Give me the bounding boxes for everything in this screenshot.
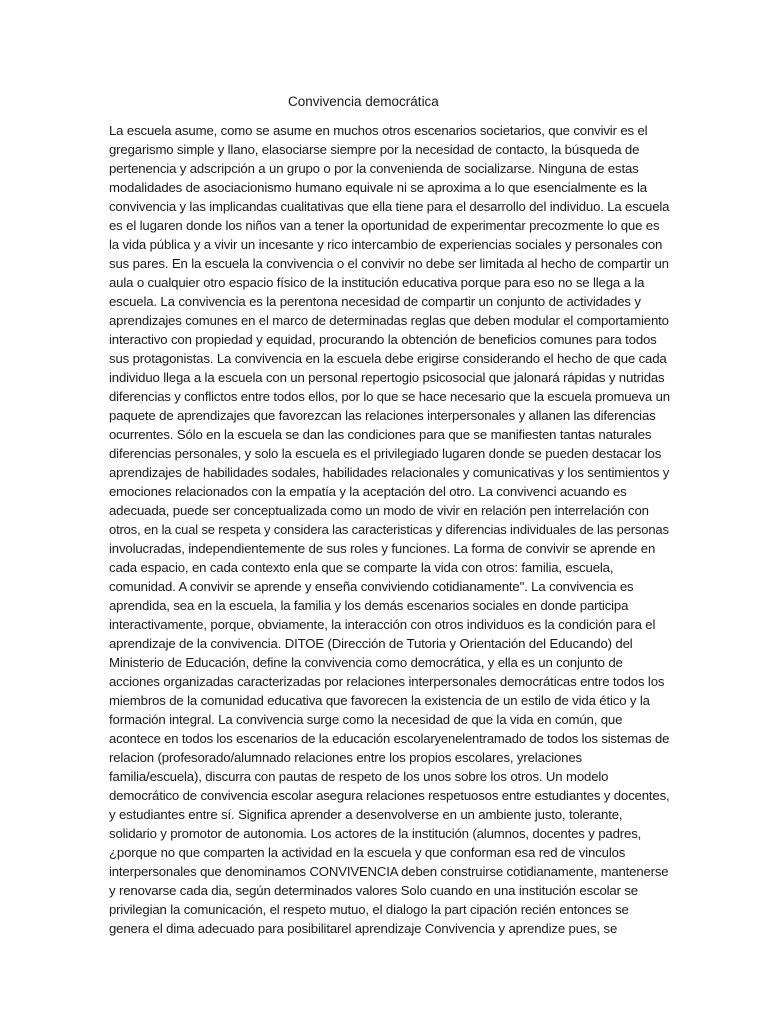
text-line: pertenencia y adscripción a un grupo o por la convenienda de socializarse. Ninguna de estas xyxy=(109,161,639,176)
text-line: familia/escuela), discurra con pautas de respeto de los unos sobre los otros. Un modelo xyxy=(109,769,609,784)
text-line: aprendizajes comunes en el marco de determinadas reglas que deben modular el comportamiento xyxy=(109,313,669,328)
text-line: La escuela asume, como se asume en muchos otros escenarios societarios, que convivir es el xyxy=(109,123,648,138)
text-line: miembros de la comunidad educativa que favorecen la existencia de un estilo de vida ético y la xyxy=(109,693,650,708)
text-line: ocurrentes. Sólo en la escuela se dan las condiciones para que se manifiesten tantas naturales xyxy=(109,427,652,442)
text-line: acciones organizadas caracterizadas por relaciones interpersonales democráticas entre todos los xyxy=(109,674,665,689)
text-line: es el lugaren donde los niños van a tener la oportunidad de experimentar precozmente lo que es xyxy=(109,218,660,233)
text-line: genera el dima adecuado para posibilitarel aprendizaje Convivencia y aprendize pues, se xyxy=(109,921,618,936)
text-line: individuo llega a la escuela con un personal repertogio psicosocial que jalonará rápidas y nutridas xyxy=(109,370,665,385)
text-line: paquete de aprendizajes que favorezcan las relaciones interpersonales y allanen las diferencias xyxy=(109,408,656,423)
text-line: democrático de convivencia escolar asegura relaciones respetuosos entre estudiantes y docentes, xyxy=(109,788,670,803)
text-line: solidario y promotor de autonomia. Los actores de la institución (alumnos, docentes y padres, xyxy=(109,826,642,841)
text-line: otros, en la cual se respeta y considera las caracteristicas y diferencias individuales de las personas xyxy=(109,522,669,537)
text-line: comunidad. A convivir se aprende y enseña conviviendo cotidianamente". La convivencia es xyxy=(109,579,634,594)
text-line: acontece en todos los escenarios de la educación escolaryenelentramado de todos los sistemas de xyxy=(109,731,670,746)
text-line: emociones relacionados con la empatía y la aceptación del otro. La convivenci acuando es xyxy=(109,484,627,499)
text-line: Ministerio de Educación, define la convivencia como democrática, y ella es un conjunto de xyxy=(109,655,623,670)
text-line: cada espacio, en cada contexto enla que se comparte la vida con otros: familia, escuela, xyxy=(109,560,614,575)
text-line: interactivamente, porque, obviamente, la interacción con otros individuos es la condición para el xyxy=(109,617,656,632)
text-line: gregarismo simple y llano, elasociarse siempre por la necesidad de contacto, la búsqueda de xyxy=(109,142,640,157)
text-line: aprendida, sea en la escuela, la familia y los demás escenarios sociales en donde participa xyxy=(109,598,629,613)
text-line: adecuada, puede ser conceptualizada como un modo de vivir en relación pen interrelación con xyxy=(109,503,649,518)
text-line: relacion (profesorado/alumnado relaciones entre los propios escolares, yrelaciones xyxy=(109,750,582,765)
document-title: Convivencia democrática xyxy=(288,94,439,109)
text-line: privilegian la comunicación, el respeto mutuo, el dialogo la part cipación recién entonces se xyxy=(109,902,629,917)
text-line: interactivo con propiedad y equidad, procurando la obtención de beneficios comunes para todos xyxy=(109,332,657,347)
document-body xyxy=(109,121,669,938)
text-line: ¿porque no que comparten la actividad en la escuela y que conforman esa red de vinculos xyxy=(109,845,626,860)
text-line: interpersonales que denominamos CONVIVENCIA deben construirse cotidianamente, mantenerse xyxy=(109,864,669,879)
text-line: diferencias y conflictos entre todos ellos, por lo que se hace necesario que la escuela promueva un xyxy=(109,389,670,404)
text-line: escuela. La convivencia es la perentona necesidad de compartir un conjunto de actividades y xyxy=(109,294,641,309)
text-line: involucradas, independientemente de sus roles y funciones. La forma de convivir se aprende en xyxy=(109,541,656,556)
text-line: y estudiantes entre sí. Significa aprender a desenvolverse en un ambiente justo, tolerante, xyxy=(109,807,623,822)
text-line: y renovarse cada dia, según determinados valores Solo cuando en una institución escolar se xyxy=(109,883,638,898)
text-line: aprendizajes de habilidades sodales, habilidades relacionales y comunicativas y los sentimientos y xyxy=(109,465,670,480)
text-line: modalidades de asociacionismo humano equivale ni se aproxima a lo que esencialmente es la xyxy=(109,180,647,195)
text-line: aula o cualquier otro espacio físico de la institución educativa porque para eso no se llega a la xyxy=(109,275,645,290)
text-line: diferencias personales, y solo la escuela es el privilegiado lugaren donde se pueden destacar los xyxy=(109,446,662,461)
text-line: convivencia y las implicandas cualitativas que ella tiene para el desarrollo del individuo. La escuela xyxy=(109,199,670,214)
text-line: la vida pública y a vivir un incesante y rico intercambio de experiencias sociales y personales con xyxy=(109,237,663,252)
text-line: aprendizaje de la convivencia. DITOE (Dirección de Tutoria y Orientación del Educando) del xyxy=(109,636,633,651)
text-line: sus protagonistas. La convivencia en la escuela debe erigirse considerando el hecho de que cada xyxy=(109,351,667,366)
text-line: formación integral. La convivencia surge como la necesidad de que la vida en común, que xyxy=(109,712,623,727)
text-line: sus pares. En la escuela la convivencia o el convivir no debe ser limitada al hecho de compartir un xyxy=(109,256,669,271)
